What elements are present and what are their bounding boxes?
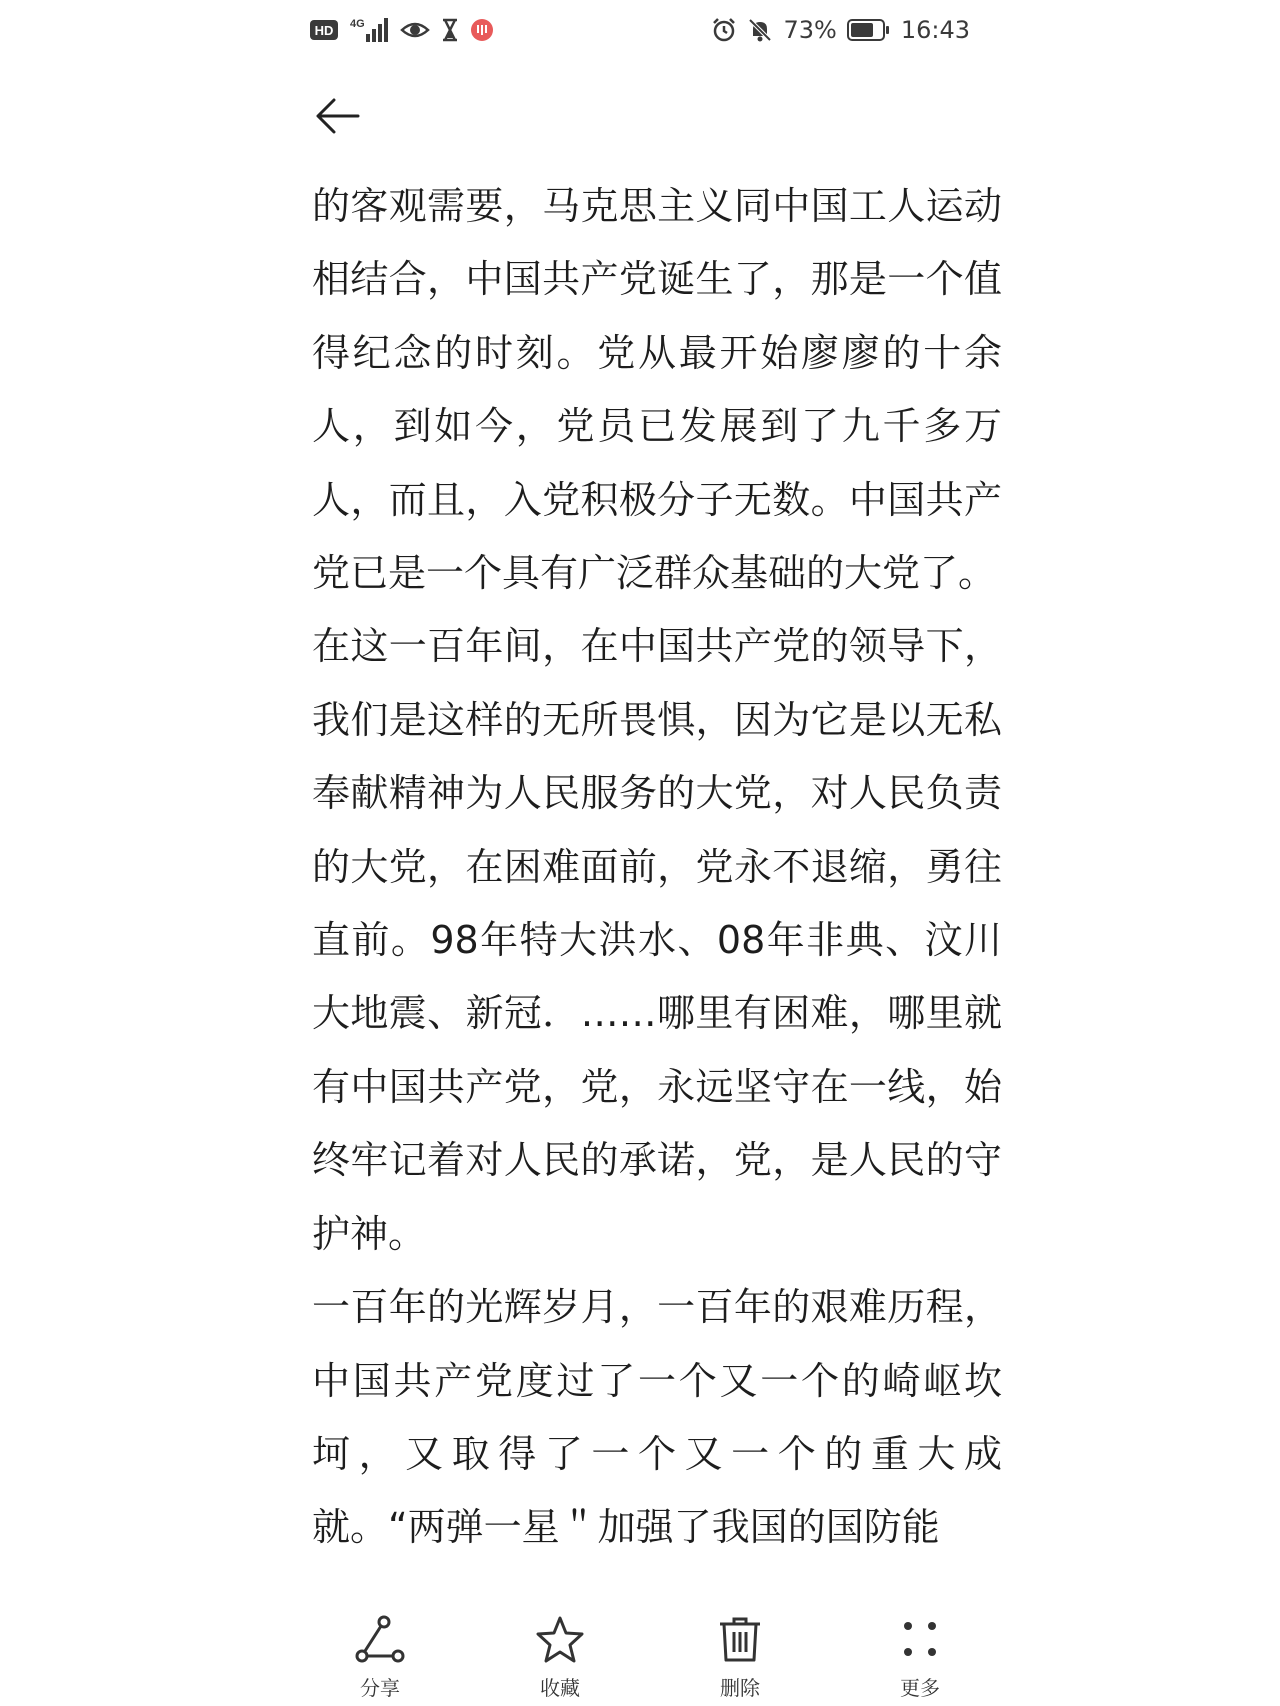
alarm-icon <box>711 17 737 43</box>
app-notification-icon <box>470 18 494 42</box>
article-paragraph-1: 的客观需要，马克思主义同中国工人运动相结合，中国共产党诞生了，那是一个值得纪念的时刻。党从最开始廖廖的十余人，到如今，党员已发展到了九千多万人，而且，入党积极分子无数。中国共产党已是一个具有广泛群众基础的大党了。 <box>312 184 1002 596</box>
favorite-button[interactable] <box>490 1612 630 1702</box>
article-paragraph-3: 一百年的光辉岁月，一百年的艰难历程，中国共产党度过了一个又一个的崎岖坎坷，又取得了一个又一个的重大成就。“两弹一星＂加强了我国的国防能 <box>312 1285 1002 1550</box>
back-arrow-icon <box>314 92 362 144</box>
share-button[interactable] <box>310 1612 450 1702</box>
delete-button[interactable] <box>670 1612 810 1702</box>
more-button[interactable] <box>850 1612 990 1702</box>
mute-icon <box>747 17 773 43</box>
eye-icon <box>400 19 430 41</box>
status-right <box>711 16 970 44</box>
share-icon <box>352 1612 408 1668</box>
more-label: 更多 <box>900 1676 940 1700</box>
status-bar <box>310 6 970 54</box>
hourglass-icon <box>440 18 460 42</box>
article-paragraph-2: 在这一百年间，在中国共产党的领导下，我们是这样的无所畏惧，因为它是以无私奉献精神为人民服务的大党，对人民负责的大党，在困难面前，党永不退缩，勇往直前。98年特大洪水、08年非典、汶川大地震、新冠．……哪里有困难，哪里就有中国共产党，党，永远坚守在一线，始终牢记着对人民的承诺，党，是人民的守护神。 <box>312 624 1002 1256</box>
hd-label: HD <box>314 23 334 38</box>
trash-icon <box>712 1612 768 1668</box>
signal-icon <box>350 16 390 44</box>
article-body <box>312 170 1002 1606</box>
battery-icon <box>847 18 891 42</box>
network-label: 4G <box>350 18 365 30</box>
favorite-label: 收藏 <box>540 1676 580 1700</box>
delete-label: 删除 <box>720 1676 760 1700</box>
hd-icon <box>310 19 340 41</box>
status-left <box>310 16 494 44</box>
share-label: 分享 <box>360 1676 400 1700</box>
bottom-action-bar <box>310 1612 990 1702</box>
battery-percent: 73% <box>783 16 837 44</box>
more-dots-icon <box>892 1612 948 1668</box>
star-icon <box>532 1612 588 1668</box>
status-time: 16:43 <box>900 16 970 44</box>
back-button[interactable] <box>312 92 364 144</box>
